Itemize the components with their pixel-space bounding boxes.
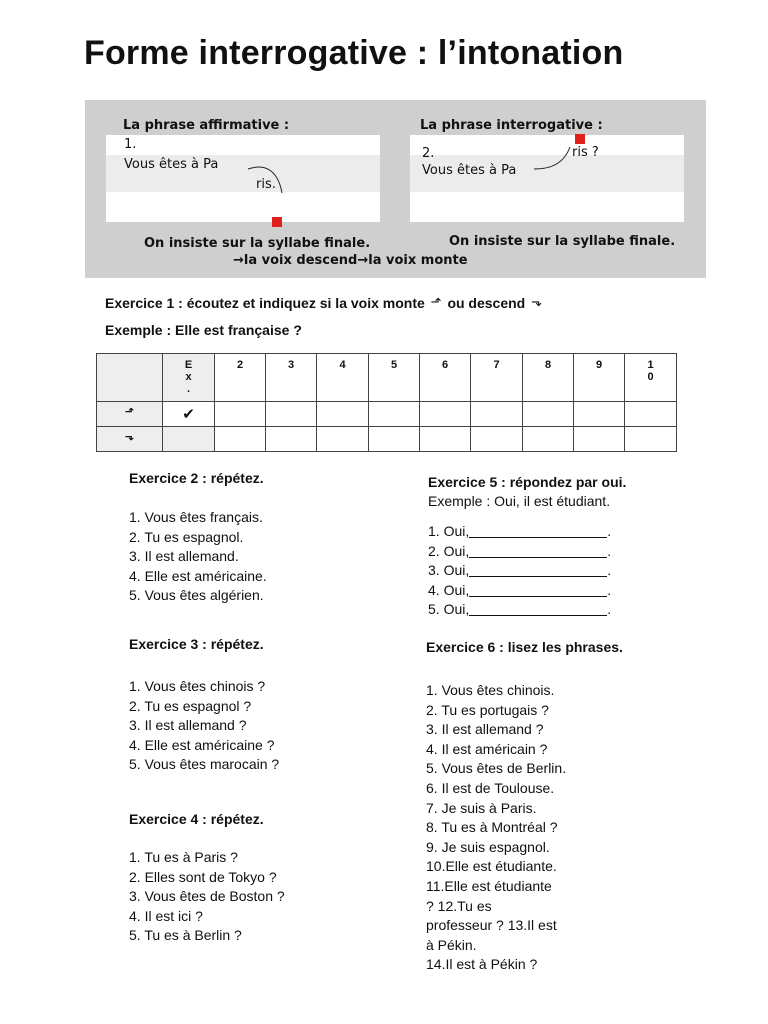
list-item: à Pékin. [426, 936, 477, 953]
answer-prefix: 2. Oui, [428, 542, 470, 559]
interrogative-sentence: Vous êtes à Pa [422, 163, 517, 178]
affirmative-sentence: Vous êtes à Pa [124, 157, 219, 172]
intonation-panel [85, 100, 706, 278]
affirmative-label: La phrase affirmative : [123, 118, 290, 133]
table-header-cell: 5 [369, 354, 420, 402]
table-header-cell: 4 [317, 354, 369, 402]
table-header-cell [625, 354, 677, 402]
list-item: 1. Vous êtes français. [129, 509, 263, 525]
exercise1-heading [105, 294, 544, 311]
table-cell[interactable] [266, 402, 317, 427]
interrogative-number: 2. [422, 146, 435, 161]
rising-arrow-icon: ⬏ [97, 402, 163, 427]
exercise5-list [428, 522, 611, 620]
answer-period: . [607, 581, 612, 598]
list-item: professeur ? 13.Il est [426, 917, 557, 934]
list-item: 10.Elle est étudiante. [426, 858, 557, 875]
list-item: 3. Vous êtes de Boston ? [129, 888, 285, 905]
table-header-cell: 9 [574, 354, 625, 402]
table-header-row [97, 354, 677, 402]
table-cell[interactable] [471, 402, 523, 427]
answer-period: . [607, 542, 612, 559]
rising-curve-icon [530, 141, 590, 181]
page-title: Forme interrogative : l’intonation [84, 34, 624, 72]
table-cell[interactable] [215, 427, 266, 452]
table-header-cell: 8 [523, 354, 574, 402]
list-item [428, 561, 611, 581]
list-item: 1. Vous êtes chinois ? [129, 678, 266, 694]
exercise5-heading: Exercice 5 : répondez par oui. [428, 474, 627, 490]
interrogative-label: La phrase interrogative : [420, 118, 603, 133]
exercise2-heading: Exercice 2 : répétez. [129, 470, 264, 486]
list-item [428, 522, 611, 542]
list-item: 9. Je suis espagnol. [426, 838, 550, 855]
stress-marker-icon [575, 134, 585, 144]
header-char: 0 [647, 371, 654, 383]
rising-arrow-icon: ⬏ [430, 294, 442, 309]
list-item: 2. Tu es portugais ? [426, 701, 549, 718]
table-cell[interactable] [317, 402, 369, 427]
table-corner-cell [97, 354, 163, 402]
header-char: 1 [647, 359, 654, 371]
answer-blank[interactable] [469, 524, 607, 538]
exercise3-heading: Exercice 3 : répétez. [129, 636, 264, 652]
answer-prefix: 5. Oui, [428, 601, 470, 618]
table-cell[interactable] [625, 402, 677, 427]
answer-table [96, 353, 677, 452]
list-item: 7. Je suis à Paris. [426, 799, 537, 816]
list-item: 5. Vous êtes de Berlin. [426, 760, 567, 777]
table-header-cell: 7 [471, 354, 523, 402]
table-cell[interactable] [369, 402, 420, 427]
list-item: 5. Vous êtes algérien. [129, 587, 264, 604]
stress-marker-icon [272, 217, 282, 227]
affirmative-ending: ris. [256, 177, 276, 192]
list-item: 11.Elle est étudiante [426, 877, 552, 894]
table-cell-checked[interactable] [163, 402, 215, 427]
list-item: 4. Il est ici ? [129, 907, 203, 924]
panel-note-left: On insiste sur la syllabe finale. [144, 236, 371, 251]
list-item: 5. Vous êtes marocain ? [129, 756, 280, 773]
header-char: x [185, 371, 192, 383]
answer-blank[interactable] [469, 544, 607, 558]
list-item: 2. Tu es espagnol. [129, 528, 244, 545]
list-item: 5. Tu es à Berlin ? [129, 927, 242, 944]
list-item: 3. Il est allemand ? [426, 721, 544, 738]
exercise2-list [129, 508, 267, 606]
table-cell[interactable] [523, 427, 574, 452]
affirmative-box [106, 135, 380, 222]
table-cell[interactable] [625, 427, 677, 452]
table-cell[interactable] [574, 427, 625, 452]
exercise4-heading: Exercice 4 : répétez. [129, 811, 264, 827]
table-cell[interactable] [266, 427, 317, 452]
list-item: 4. Il est américain ? [426, 740, 548, 757]
interrogative-box [410, 135, 684, 222]
exercise1-example: Exemple : Elle est française ? [105, 322, 302, 338]
table-cell[interactable] [369, 427, 420, 452]
table-cell[interactable] [317, 427, 369, 452]
answer-prefix: 4. Oui, [428, 581, 470, 598]
exercise5-example: Exemple : Oui, il est étudiant. [428, 493, 611, 509]
list-item [428, 581, 611, 601]
table-cell[interactable] [215, 402, 266, 427]
answer-blank[interactable] [469, 602, 607, 616]
list-item: 8. Tu es à Montréal ? [426, 819, 558, 836]
answer-period: . [607, 523, 612, 539]
table-header-cell: 2 [215, 354, 266, 402]
answer-blank[interactable] [469, 563, 607, 577]
list-item: 1. Vous êtes chinois. [426, 682, 555, 698]
list-item: 3. Il est allemand. [129, 548, 239, 565]
falling-arrow-icon: ⬎ [531, 294, 542, 309]
answer-blank[interactable] [469, 583, 607, 597]
panel-note-right: On insiste sur la syllabe finale. [449, 234, 676, 249]
list-item: 2. Tu es espagnol ? [129, 697, 252, 714]
exercise1-heading-middle: ou descend [447, 295, 526, 311]
table-cell[interactable] [574, 402, 625, 427]
exercise4-list [129, 848, 285, 946]
table-header-cell: 3 [266, 354, 317, 402]
list-item: 1. Tu es à Paris ? [129, 849, 238, 865]
panel-note-bottom: →la voix descend→la voix monte [233, 253, 468, 268]
list-item: 3. Il est allemand ? [129, 717, 247, 734]
falling-curve-icon [246, 165, 306, 205]
table-row-falling [97, 427, 677, 452]
exercise1-heading-text: Exercice 1 : écoutez et indiquez si la voix monte [105, 295, 425, 311]
table-cell[interactable] [420, 427, 471, 452]
interrogative-ending: ris ? [572, 145, 599, 160]
exercise6-heading: Exercice 6 : lisez les phrases. [426, 639, 623, 655]
table-header-cell: 6 [420, 354, 471, 402]
list-item: 14.Il est à Pékin ? [426, 956, 538, 973]
check-icon: ✔ [182, 406, 195, 423]
list-item [428, 600, 611, 620]
list-item: 2. Elles sont de Tokyo ? [129, 868, 277, 885]
falling-arrow-icon: ⬎ [97, 427, 163, 452]
table-header-cell [163, 354, 215, 402]
table-cell[interactable] [471, 427, 523, 452]
table-cell[interactable] [523, 402, 574, 427]
exercise3-list [129, 677, 279, 775]
list-item: ? 12.Tu es [426, 897, 492, 914]
header-char: . [186, 383, 191, 395]
header-char: E [184, 359, 193, 371]
affirmative-number: 1. [124, 137, 137, 152]
list-item: 4. Elle est américaine ? [129, 736, 275, 753]
table-row-rising [97, 402, 677, 427]
list-item: 4. Elle est américaine. [129, 567, 267, 584]
answer-prefix: 3. Oui, [428, 562, 470, 579]
exercise6-list [426, 681, 566, 975]
list-item: 6. Il est de Toulouse. [426, 779, 555, 796]
table-cell[interactable] [420, 402, 471, 427]
answer-period: . [607, 601, 612, 618]
answer-period: . [607, 562, 612, 579]
table-cell[interactable] [163, 427, 215, 452]
list-item [428, 542, 611, 562]
answer-prefix: 1. Oui, [428, 523, 470, 539]
